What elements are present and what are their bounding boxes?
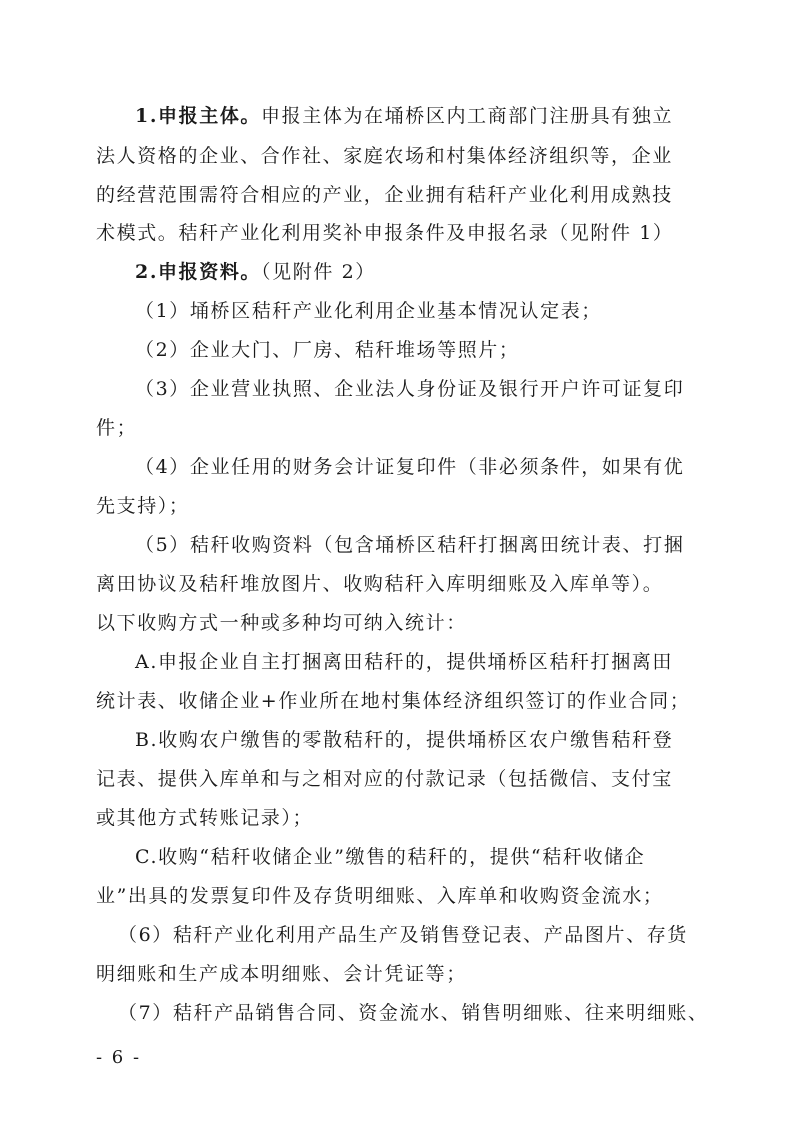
- section-2-heading: 2.申报资料。: [135, 261, 262, 283]
- item-1: （1）埇桥区秸秆产业化利用企业基本情况认定表；: [135, 300, 602, 322]
- option-c-line-2: 业”出具的发票复印件及存货明细账、入库单和收购资金流水；: [96, 885, 664, 907]
- item-6-line-1: （6）秸秆产业化利用产品生产及销售登记表、产品图片、存货: [118, 924, 688, 946]
- item-7-line-1: （7）秸秆产品销售合同、资金流水、销售明细账、往来明细账、: [118, 1002, 709, 1024]
- item-6-line-2: 明细账和生产成本明细账、会计凭证等；: [96, 963, 467, 985]
- item-4-line-1: （4）企业任用的财务会计证复印件（非必须条件，如果有优: [135, 456, 685, 478]
- section-1-line-4: 术模式。秸秆产业化利用奖补申报条件及申报名录（见附件 1）: [96, 222, 674, 244]
- item-3-line-2: 件；: [96, 417, 138, 439]
- section-1-heading: 1.申报主体。: [135, 105, 262, 127]
- section-2-heading-line: [135, 259, 376, 285]
- option-b-line-2: 记表、提供入库单和与之相对应的付款记录（包括微信、支付宝: [96, 768, 673, 790]
- page-number: - 6 -: [96, 1047, 142, 1068]
- section-2-note: （见附件 2）: [261, 261, 376, 283]
- option-b-line-3: 或其他方式转账记录）；: [96, 807, 314, 829]
- section-1-line-3: 的经营范围需符合相应的产业，企业拥有秸秆产业化利用成熟技: [96, 184, 673, 206]
- section-1-text: 申报主体为在埇桥区内工商部门注册具有独立: [261, 105, 674, 127]
- option-c-line-1: C.收购“秸秆收储企业”缴售的秸秆的，提供“秸秆收储企: [135, 846, 646, 868]
- option-b-line-1: B.收购农户缴售的零散秸秆的，提供埇桥区农户缴售秸秆登: [135, 729, 674, 751]
- item-3-line-1: （3）企业营业执照、企业法人身份证及银行开户许可证复印: [135, 378, 685, 400]
- item-2: （2）企业大门、厂房、秸秆堆场等照片；: [135, 339, 520, 361]
- item-5-line-1: （5）秸秆收购资料（包含埇桥区秸秆打捆离田统计表、打捆: [135, 534, 685, 556]
- option-a-line-1: A.申报企业自主打捆离田秸秆的，提供埇桥区秸秆打捆离田: [135, 651, 673, 673]
- section-1-line-2: 法人资格的企业、合作社、家庭农场和村集体经济组织等，企业: [96, 145, 673, 167]
- section-1-first-line: [135, 103, 673, 129]
- item-5-line-2: 离田协议及秸秆堆放图片、收购秸秆入库明细账及入库单等）。: [96, 573, 664, 595]
- option-a-line-2: 统计表、收储企业+作业所在地村集体经济组织签订的作业合同；: [96, 690, 691, 712]
- item-5-line-3: 以下收购方式一种或多种均可纳入统计：: [96, 612, 467, 634]
- item-4-line-2: 先支持）；: [96, 495, 190, 517]
